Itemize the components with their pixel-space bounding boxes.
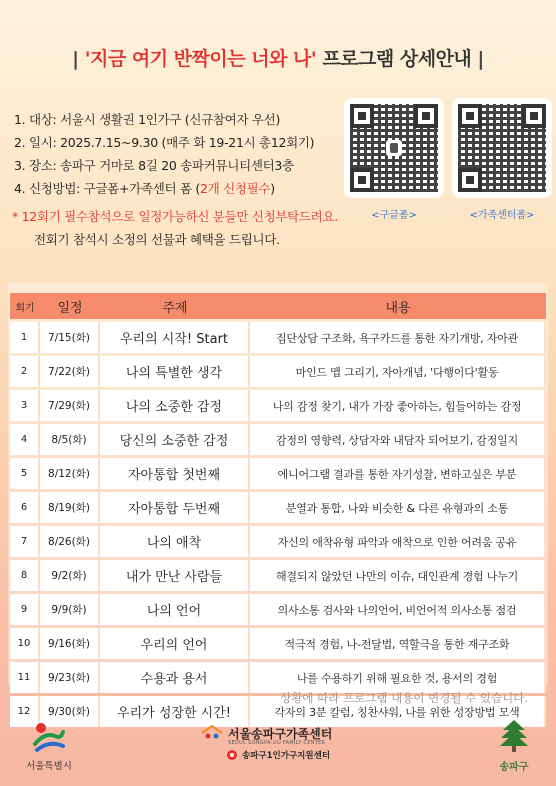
table-row <box>10 390 546 421</box>
title-rest: 프로그램 상세안내 <box>316 48 472 70</box>
session-content: 적극적 경험, 나-전달법, 역할극을 통한 재구조화 <box>250 628 546 659</box>
session-number: 10 <box>10 628 40 659</box>
table-row <box>10 628 546 659</box>
session-content: 마인드 맵 그리기, 자아개념, '다행이다'활동 <box>250 356 546 387</box>
family-center-name: 서울송파구가족센터 <box>228 726 333 741</box>
session-date: 8/12(화) <box>40 458 100 489</box>
session-content: 에니어그램 결과를 통한 자기성찰, 변하고싶은 부분 <box>250 458 546 489</box>
session-date: 8/5(화) <box>40 424 100 455</box>
qr-code-icon <box>458 104 546 192</box>
session-number: 6 <box>10 492 40 523</box>
table-row <box>10 458 546 489</box>
session-date: 9/30(화) <box>40 696 100 727</box>
session-topic: 나의 애착 <box>100 526 250 557</box>
header-session: 회기 <box>10 293 40 319</box>
session-number: 11 <box>10 662 40 693</box>
session-number: 3 <box>10 390 40 421</box>
session-content: 집단상담 구조화, 욕구카드를 통한 자기개방, 자아관 <box>250 322 546 353</box>
session-date: 7/22(화) <box>40 356 100 387</box>
session-number: 4 <box>10 424 40 455</box>
session-content: 나를 수용하기 위해 필요한 것, 용서의 경험 <box>250 662 546 693</box>
header-topic: 주제 <box>100 293 250 319</box>
table-row <box>10 356 546 387</box>
family-center-logo <box>200 724 360 761</box>
session-date: 9/16(화) <box>40 628 100 659</box>
session-topic: 수용과 용서 <box>100 662 250 693</box>
family-center-form-qr[interactable] <box>452 98 552 221</box>
session-content: 해결되지 않았던 나만의 이슈, 대인관계 경험 나누기 <box>250 560 546 591</box>
program-info <box>14 108 344 200</box>
session-topic: 나의 특별한 생각 <box>100 356 250 387</box>
session-topic: 우리의 시작! Start <box>100 322 250 353</box>
seoul-emblem-icon <box>31 718 67 754</box>
session-topic: 나의 소중한 감정 <box>100 390 250 421</box>
session-date: 8/19(화) <box>40 492 100 523</box>
table-row <box>10 424 546 455</box>
header-date: 일정 <box>40 293 100 319</box>
table-header-row <box>10 293 546 319</box>
session-date: 7/29(화) <box>40 390 100 421</box>
family-center-english: SEOUL SONGPA-GU FAMILY CENTER <box>228 740 326 746</box>
session-content: 분열과 통합, 나와 비슷한 & 다른 유형과의 소통 <box>250 492 546 523</box>
session-date: 8/26(화) <box>40 526 100 557</box>
google-form-qr[interactable] <box>344 98 444 221</box>
table-row <box>10 322 546 353</box>
title-bar-left: | <box>72 48 79 70</box>
google-form-caption: <구글폼> <box>371 210 417 221</box>
info-apply <box>14 177 344 200</box>
gift-notice: 전회기 참석시 소정의 선물과 혜택을 드립니다. <box>34 232 280 247</box>
session-number: 8 <box>10 560 40 591</box>
songpa-logo <box>496 718 532 773</box>
info-target: 1. 대상: 서울시 생활권 1인가구 (신규참여자 우선) <box>14 112 281 127</box>
session-date: 9/2(화) <box>40 560 100 591</box>
session-content: 자신의 애착유형 파악과 애착으로 인한 어려움 공유 <box>250 526 546 557</box>
info-apply-prefix: 4. 신청방법: 구글폼+가족센터 폼 ( <box>14 181 200 196</box>
session-topic: 나의 언어 <box>100 594 250 625</box>
session-content: 나의 감정 찾기, 내가 가장 좋아하는, 힘들어하는 감정 <box>250 390 546 421</box>
session-content: 의사소통 검사와 나의언어, 비언어적 의사소통 점검 <box>250 594 546 625</box>
session-number: 5 <box>10 458 40 489</box>
info-apply-required: 2개 신청필수 <box>199 181 271 196</box>
info-schedule: 2. 일시: 2025.7.15~9.30 (매주 화 19-21시 총12회기) <box>14 135 315 150</box>
session-topic: 우리의 언어 <box>100 628 250 659</box>
session-topic: 자아통합 첫번째 <box>100 458 250 489</box>
seoul-label: 서울특별시 <box>26 761 72 772</box>
table-row <box>10 662 546 693</box>
change-notice: 상황에 따라 프로그램 내용이 변경될 수 있습니다. <box>280 691 528 705</box>
table-row <box>10 594 546 625</box>
title-highlight: '지금 여기 반짝이는 너와 나' <box>84 48 317 70</box>
support-center-icon <box>226 749 238 761</box>
support-center-name: 송파구1인가구지원센터 <box>242 751 331 761</box>
title-bar-right: | <box>477 48 484 70</box>
session-topic: 당신의 소중한 감정 <box>100 424 250 455</box>
session-number: 12 <box>10 696 40 727</box>
session-date: 9/9(화) <box>40 594 100 625</box>
info-location: 3. 장소: 송파구 거마로 8길 20 송파커뮤니티센터3층 <box>14 158 294 173</box>
schedule-table <box>10 290 546 730</box>
session-number: 7 <box>10 526 40 557</box>
table-row <box>10 492 546 523</box>
session-topic: 자아통합 두번째 <box>100 492 250 523</box>
attendance-notice: * 12회기 필수참석으로 일정가능하신 분들만 신청부탁드려요. <box>12 209 338 224</box>
session-date: 7/15(화) <box>40 322 100 353</box>
house-icon <box>200 724 224 742</box>
header-content: 내용 <box>250 293 546 319</box>
info-apply-suffix: ) <box>270 181 275 196</box>
session-number: 9 <box>10 594 40 625</box>
session-topic: 우리가 성장한 시간! <box>100 696 250 727</box>
family-center-form-caption: <가족센터폼> <box>469 210 535 221</box>
table-row <box>10 526 546 557</box>
songpa-label: 송파구 <box>499 762 529 773</box>
session-content: 감정의 영향력, 상담자와 내담자 되어보기, 감정일지 <box>250 424 546 455</box>
pine-tree-icon <box>499 718 529 752</box>
session-date: 9/23(화) <box>40 662 100 693</box>
session-number: 1 <box>10 322 40 353</box>
page-title <box>0 44 556 71</box>
session-content: 각자의 3분 칼럼, 칭찬샤워, 나를 위한 성장방법 모색 <box>250 696 546 727</box>
seoul-logo <box>24 718 74 772</box>
session-number: 2 <box>10 356 40 387</box>
session-topic: 내가 만난 사람들 <box>100 560 250 591</box>
qr-code-icon <box>350 104 438 192</box>
table-row <box>10 560 546 591</box>
